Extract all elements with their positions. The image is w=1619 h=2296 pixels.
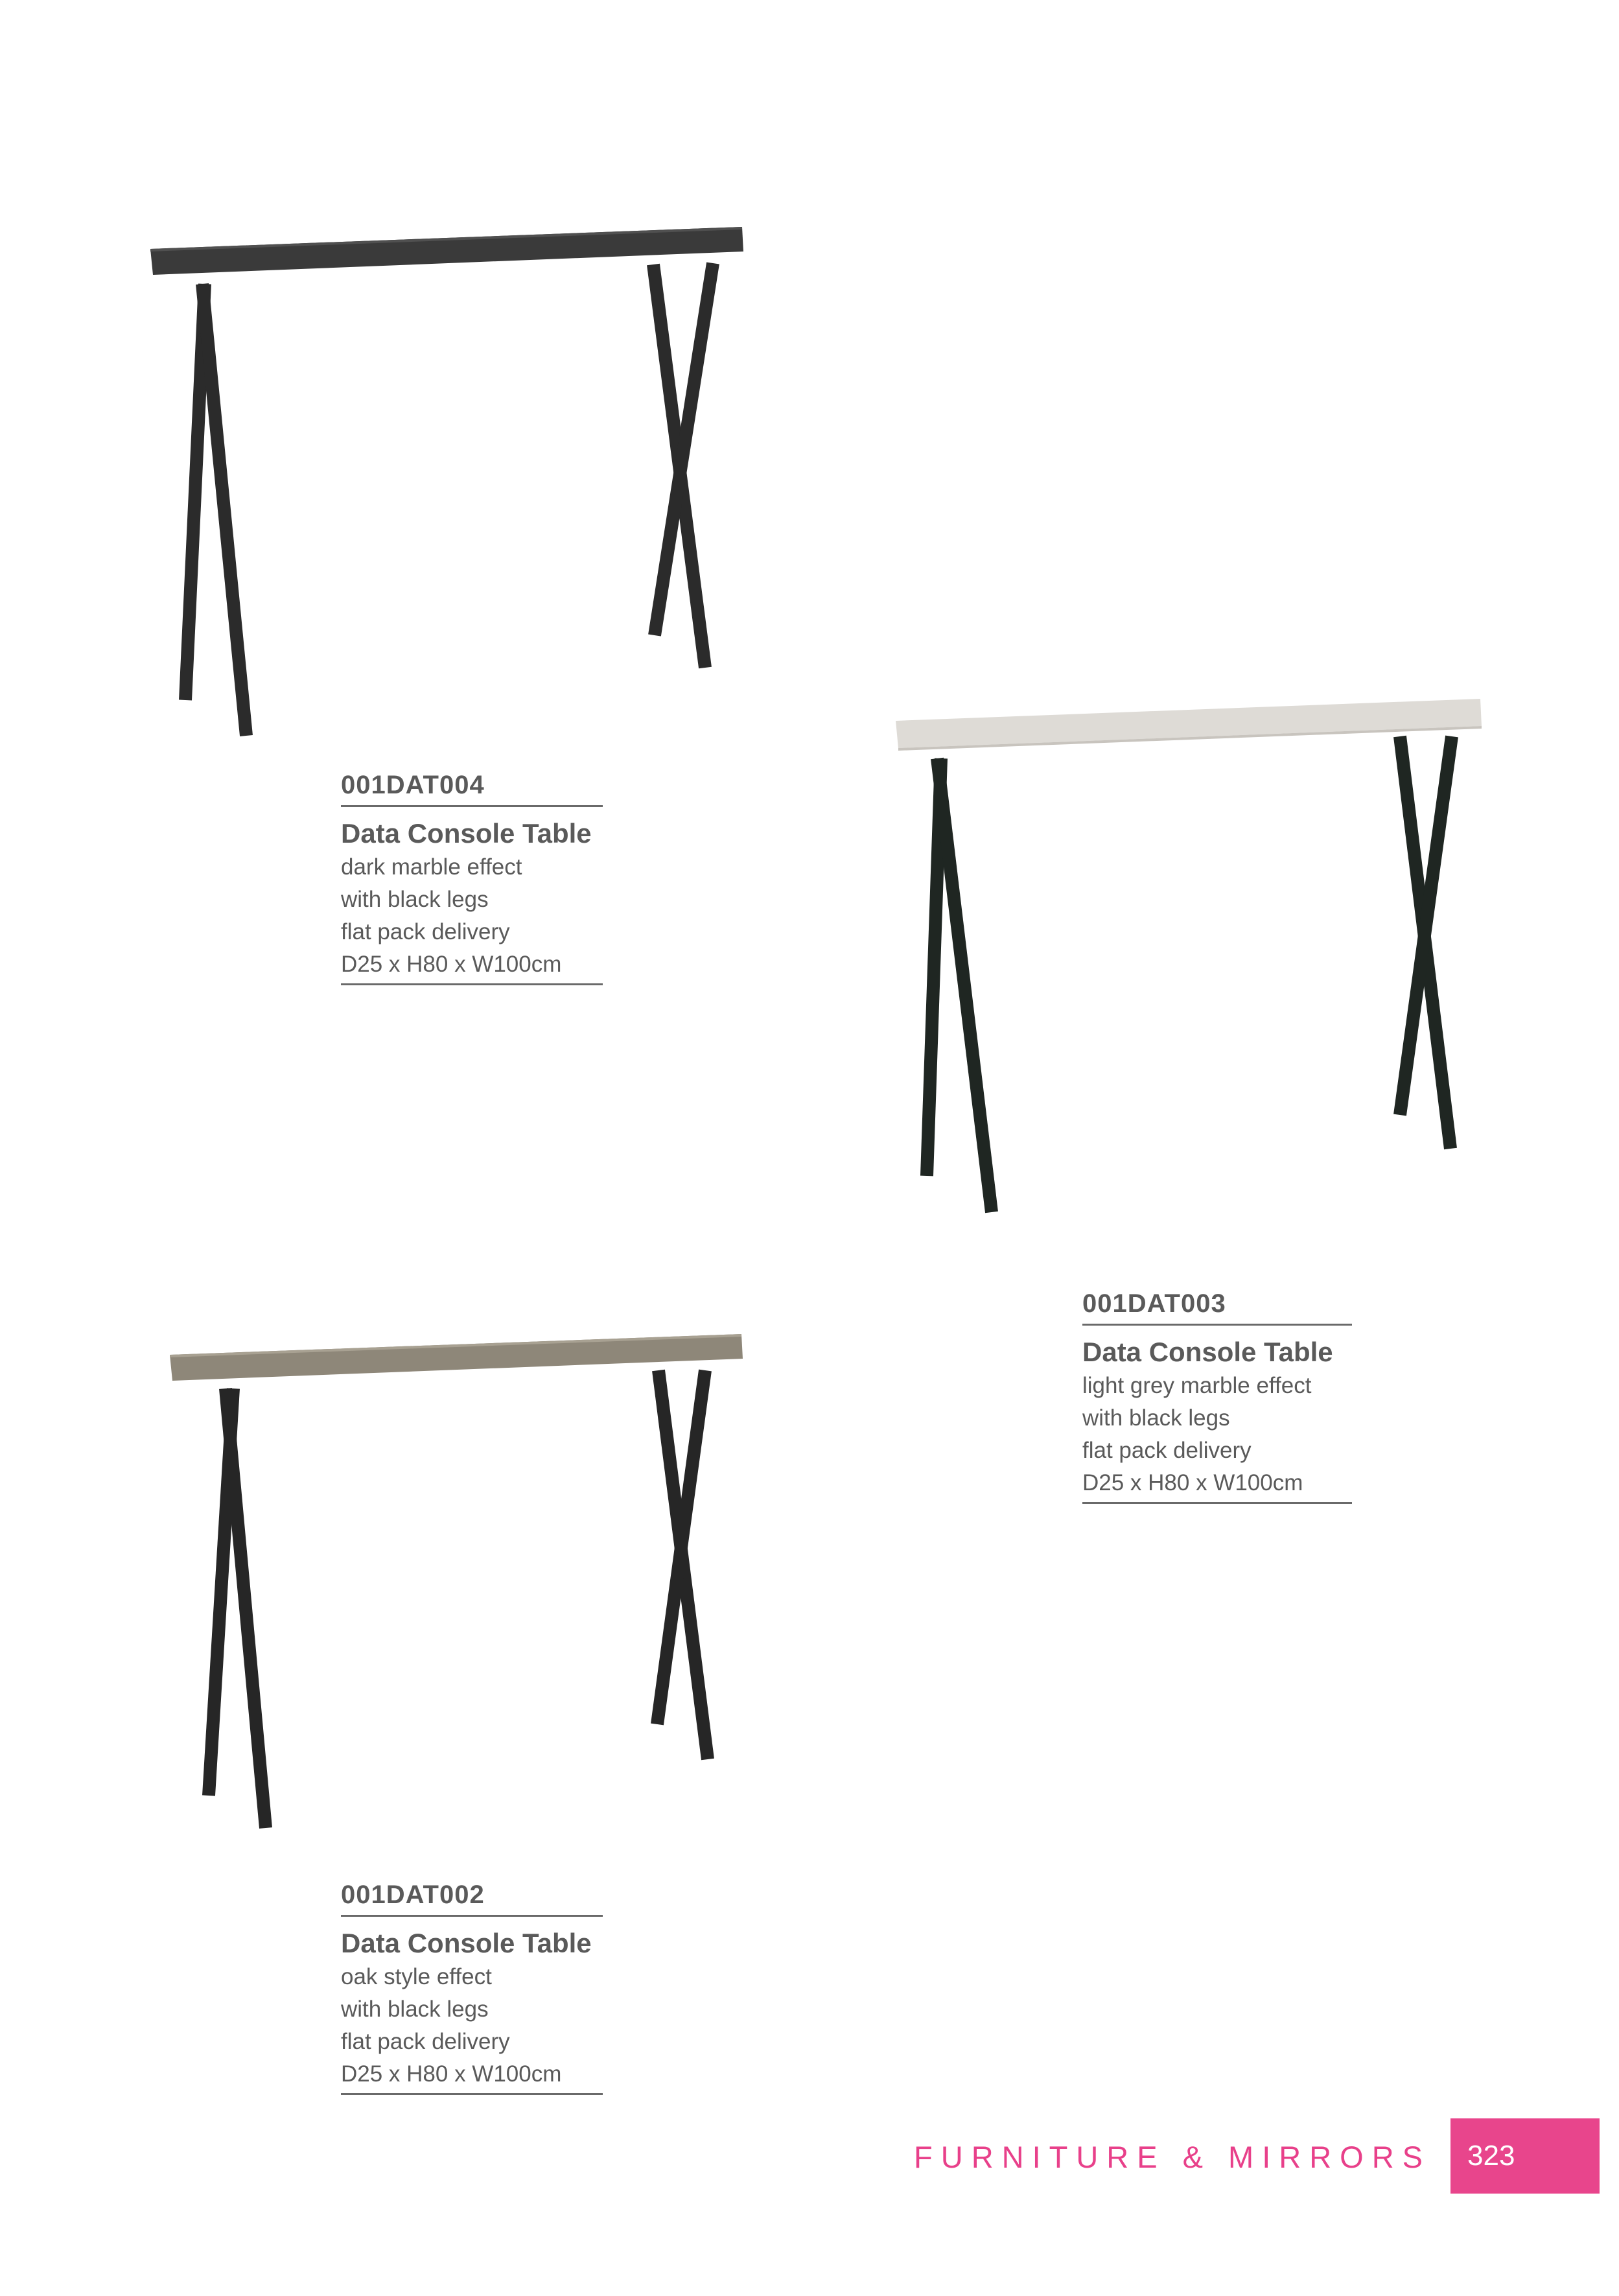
product-description-line: flat pack delivery xyxy=(1082,1438,1252,1463)
table-legs xyxy=(209,1370,708,1828)
product-dimensions: D25 x H80 x W100cm xyxy=(341,2058,603,2095)
product-info-001dat002 xyxy=(341,1879,603,2095)
table-legs xyxy=(185,263,713,736)
product-dimensions: D25 x H80 x W100cm xyxy=(1082,1467,1352,1504)
product-image-oak-table xyxy=(162,1316,758,1854)
product-name: Data Console Table xyxy=(341,1928,592,1958)
product-description-line: flat pack delivery xyxy=(341,2029,510,2054)
product-code: 001DAT004 xyxy=(341,769,603,807)
product-code: 001DAT002 xyxy=(341,1879,603,1917)
product-description-line: flat pack delivery xyxy=(341,919,510,944)
table-legs xyxy=(927,736,1452,1212)
product-description-line: with black legs xyxy=(1082,1405,1230,1431)
product-name: Data Console Table xyxy=(1082,1337,1333,1367)
product-image-light-grey-table xyxy=(888,687,1497,1232)
product-description-line: dark marble effect xyxy=(341,854,522,880)
product-name: Data Console Table xyxy=(341,818,592,849)
product-description-line: light grey marble effect xyxy=(1082,1373,1312,1398)
product-description-line: with black legs xyxy=(341,1997,489,2022)
product-image-dark-marble-table xyxy=(143,207,765,778)
product-info-001dat003 xyxy=(1082,1287,1352,1504)
product-description-line: oak style effect xyxy=(341,1964,492,1989)
product-description-line: with black legs xyxy=(341,887,489,912)
product-info-001dat004 xyxy=(341,769,603,985)
section-title: FURNITURE & MIRRORS xyxy=(914,2140,1431,2174)
product-dimensions: D25 x H80 x W100cm xyxy=(341,948,603,985)
table-top xyxy=(896,699,1482,748)
page-number: 323 xyxy=(1450,2118,1600,2194)
product-code: 001DAT003 xyxy=(1082,1287,1352,1326)
